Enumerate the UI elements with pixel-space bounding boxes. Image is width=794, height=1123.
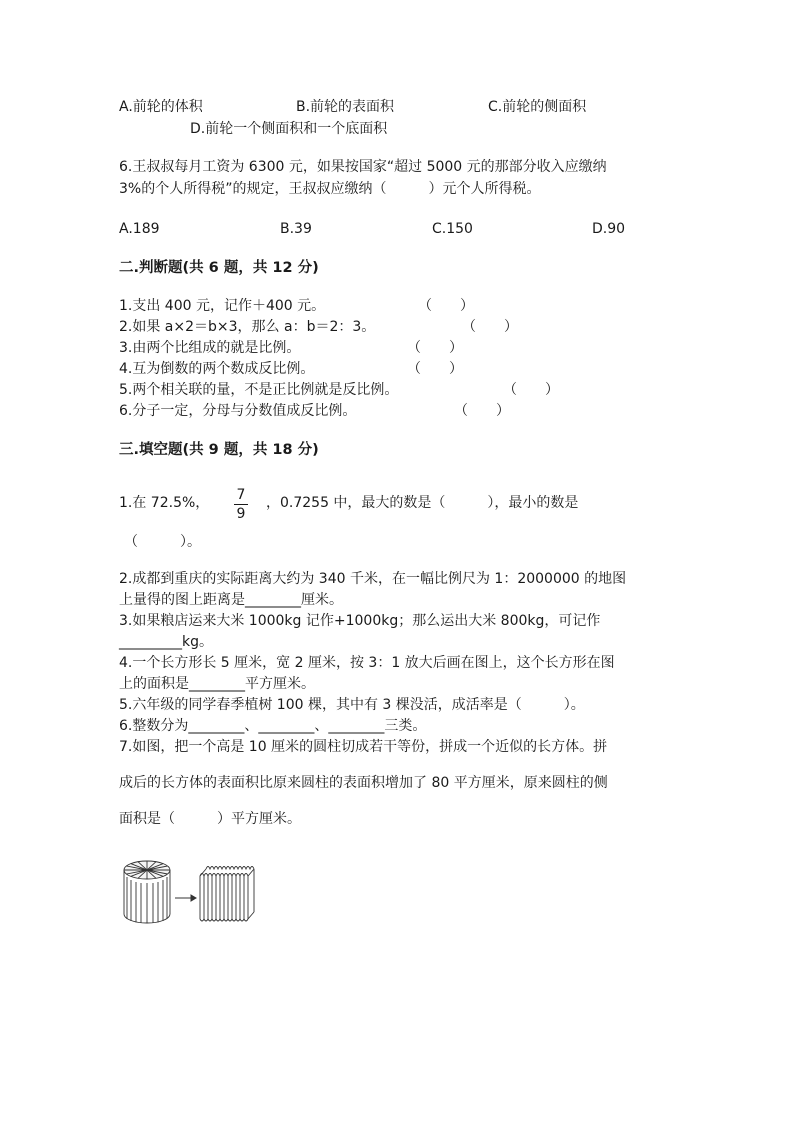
fraction-seven-ninths bbox=[234, 487, 248, 522]
judge-paren-3: （ ） bbox=[407, 340, 463, 356]
sliced-cylinder bbox=[124, 861, 170, 923]
section-2-title: 二.判断题(共 6 题，共 12 分) bbox=[119, 260, 319, 276]
fill-q2-line-1: 2.成都到重庆的实际距离大约为 340 千米，在一幅比例尺为 1：2000000 的地图 bbox=[119, 571, 627, 587]
q6-option-c: C.150 bbox=[432, 221, 473, 237]
q6-option-b: B.39 bbox=[280, 221, 312, 237]
fill-q1-middle: ，0.7255 中，最大的数是（ ），最小的数是 bbox=[266, 495, 579, 511]
fill-q4-line-1: 4.一个长方形长 5 厘米，宽 2 厘米，按 3：1 放大后画在图上，这个长方形在图 bbox=[119, 655, 615, 671]
cylinder-to-cuboid-figure bbox=[118, 856, 268, 928]
fill-q6: 6.整数分为________、________、________三类。 bbox=[119, 718, 427, 734]
fill-q2-line-2: 上量得的图上距离是________厘米。 bbox=[119, 592, 343, 608]
judge-paren-5: （ ） bbox=[503, 382, 559, 398]
judge-paren-2: （ ） bbox=[462, 319, 518, 335]
judge-item-5: 5.两个相关联的量，不是正比例就是反比例。 bbox=[119, 382, 399, 398]
judge-item-2: 2.如果 a×2＝b×3，那么 a：b＝2：3。 bbox=[119, 319, 376, 335]
fill-q7-line-2: 成后的长方体的表面积比原来圆柱的表面积增加了 80 平方厘米，原来圆柱的侧 bbox=[119, 775, 608, 791]
fill-q7-line-3: 面积是（ ）平方厘米。 bbox=[119, 811, 301, 827]
q6-line-1: 6.王叔叔每月工资为 6300 元，如果按国家“超过 5000 元的那部分收入应缴纳 bbox=[119, 159, 607, 175]
fraction-bar bbox=[234, 504, 248, 505]
q5-option-a: A.前轮的体积 bbox=[119, 99, 203, 115]
fill-q4-line-2: 上的面积是________平方厘米。 bbox=[119, 676, 315, 692]
rearranged-cuboid bbox=[200, 867, 254, 922]
arrow-icon bbox=[175, 895, 196, 901]
fraction-numerator: 7 bbox=[236, 487, 246, 503]
q5-option-b: B.前轮的表面积 bbox=[296, 99, 395, 115]
fill-q7-line-1: 7.如图，把一个高是 10 厘米的圆柱切成若干等份，拼成一个近似的长方体。拼 bbox=[119, 739, 608, 755]
judge-paren-1: （ ） bbox=[418, 298, 474, 314]
q6-option-a: A.189 bbox=[119, 221, 160, 237]
q6-option-d: D.90 bbox=[592, 221, 626, 237]
fraction-denominator: 9 bbox=[236, 506, 246, 522]
judge-paren-4: （ ） bbox=[407, 361, 463, 377]
q5-option-c: C.前轮的侧面积 bbox=[488, 99, 587, 115]
fill-q5: 5.六年级的同学春季植树 100 棵，其中有 3 棵没活，成活率是（ ）。 bbox=[119, 697, 585, 713]
judge-item-6: 6.分子一定，分母与分数值成反比例。 bbox=[119, 403, 357, 419]
section-3-title: 三.填空题(共 9 题，共 18 分) bbox=[119, 442, 319, 458]
q6-line-2: 3%的个人所得税”的规定，王叔叔应缴纳（ ）元个人所得税。 bbox=[119, 181, 541, 197]
fill-q1-end: （ ）。 bbox=[124, 534, 201, 550]
fill-q3-line-2: _________kg。 bbox=[119, 634, 213, 650]
q5-option-d: D.前轮一个侧面积和一个底面积 bbox=[190, 121, 388, 137]
fill-q3-line-1: 3.如果粮店运来大米 1000kg 记作+1000kg；那么运出大米 800kg，可记作 bbox=[119, 613, 601, 629]
judge-item-4: 4.互为倒数的两个数成反比例。 bbox=[119, 361, 315, 377]
judge-item-1: 1.支出 400 元，记作＋400 元。 bbox=[119, 298, 326, 314]
fill-q1-start: 1.在 72.5%， bbox=[119, 495, 210, 511]
judge-paren-6: （ ） bbox=[454, 403, 510, 419]
judge-item-3: 3.由两个比组成的就是比例。 bbox=[119, 340, 301, 356]
